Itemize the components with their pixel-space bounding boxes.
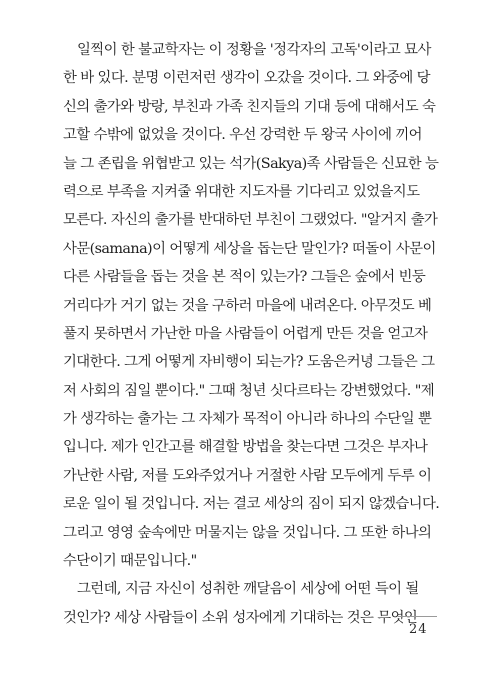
text-line: 고할 수밖에 없었을 것이다. 우선 강력한 두 왕국 사이에 끼어 (63, 127, 422, 144)
text-line: 로운 일이 될 것입니다. 저는 결코 세상의 짐이 되지 않겠습니다. (63, 496, 440, 513)
text-line: 일찍이 한 불교학자는 이 정황을 '정각자의 고독'이라고 묘사 (77, 42, 431, 58)
paragraph-2 (63, 575, 439, 632)
body-text (63, 36, 439, 632)
page-number-rule (398, 616, 437, 617)
text-line: 기대한다. 그게 어떻게 자비행이 되는가? 도움은커녕 그들은 그 (63, 354, 435, 371)
text-line: 신의 출가와 방랑, 부친과 가족 친지들의 기대 등에 대해서도 숙 (63, 98, 436, 115)
text-line: 사문(samana)이 어떻게 세상을 돕는단 말인가? 떠돌이 사문이 (63, 240, 436, 257)
text-line: 가난한 사람, 저를 도와주었거나 거절한 사람 모두에게 두루 이 (63, 467, 432, 484)
text-line: 저 사회의 짐일 뿐이다." 그때 청년 싯다르타는 강변했었다. "제 (63, 382, 435, 399)
text-line: 것인가? 세상 사람들이 소위 성자에게 기대하는 것은 무엇인 (63, 609, 418, 626)
text-line: 다른 사람들을 돕는 것을 본 적이 있는가? 그들은 숲에서 빈둥 (63, 269, 426, 286)
text-line: 거리다가 거기 없는 것을 구하러 마을에 내려온다. 아무것도 베 (63, 297, 432, 314)
text-line: 모른다. 자신의 출가를 반대하던 부친이 그랬었다. "알거지 출가 (63, 212, 438, 229)
text-line: 풀지 못하면서 가난한 마을 사람들이 어렵게 만든 것을 얻고자 (63, 325, 428, 342)
text-line: 한 바 있다. 분명 이런저런 생각이 오갔을 것이다. 그 와중에 당 (63, 70, 430, 87)
text-line: 늘 그 존립을 위협받고 있는 석가(Sakya)족 사람들은 신묘한 능 (63, 155, 439, 172)
text-line: 력으로 부족을 지켜줄 위대한 지도자를 기다리고 있었을지도 (63, 183, 420, 200)
text-line: 수단이기 때문입니다." (63, 553, 197, 570)
text-line: 그리고 영영 숲속에만 머물지는 않을 것입니다. 그 또한 하나의 (63, 524, 432, 541)
paragraph-1 (63, 36, 439, 575)
page-number: 24 (409, 622, 428, 637)
text-line: 가 생각하는 출가는 그 자체가 목적이 아니라 하나의 수단일 뿐 (63, 411, 432, 428)
text-line: 그런데, 지금 자신이 성취한 깨달음이 세상에 어떤 득이 될 (77, 581, 419, 598)
text-line: 입니다. 제가 인간고를 해결할 방법을 찾는다면 그것은 부자나 (63, 439, 428, 456)
